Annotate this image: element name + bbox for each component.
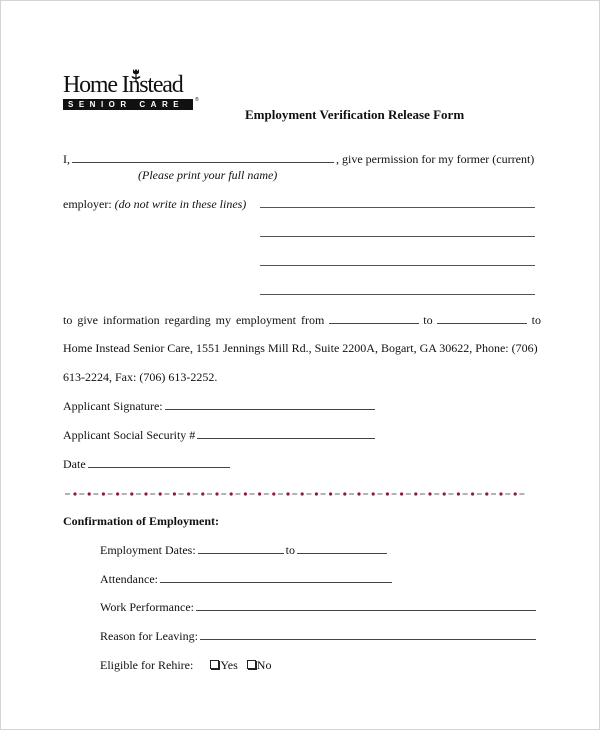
employment-dates-to-field[interactable]: [297, 543, 387, 554]
separator-dash: [406, 494, 411, 495]
rehire-no-checkbox[interactable]: [247, 660, 256, 669]
separator-dot: [372, 492, 375, 495]
attendance-label: Attendance:: [100, 572, 158, 586]
attendance-field[interactable]: [160, 572, 392, 583]
employment-to-field[interactable]: [437, 313, 527, 324]
separator-dot: [173, 492, 176, 495]
separator-dot: [514, 492, 517, 495]
name-suffix: , give permission for my former (current): [336, 152, 535, 166]
separator-dot: [144, 492, 147, 495]
employment-from-field[interactable]: [329, 313, 419, 324]
separator-dot: [499, 492, 502, 495]
reason-label: Reason for Leaving:: [100, 629, 198, 643]
separator-dash: [93, 494, 98, 495]
name-hint: (Please print your full name): [138, 168, 278, 182]
rehire-no-label: No: [256, 658, 272, 672]
separator-dash: [278, 494, 283, 495]
logo-subtitle: SENIOR CARE: [63, 99, 193, 110]
separator-dot: [315, 492, 318, 495]
separator-dot: [258, 492, 261, 495]
rehire-yes-checkbox[interactable]: [210, 660, 219, 669]
employment-dates-row: [100, 543, 389, 557]
separator-dash: [108, 494, 113, 495]
separator-dot: [159, 492, 162, 495]
separator-dot: [485, 492, 488, 495]
registered-mark: ®: [195, 97, 199, 103]
decorative-separator: [63, 491, 533, 497]
employment-to-text: to: [423, 313, 433, 327]
employer-label: employer:: [63, 197, 112, 211]
rehire-label: Eligible for Rehire:: [100, 658, 194, 672]
date-label: Date: [63, 457, 86, 471]
separator-dash: [420, 494, 425, 495]
separator-dash: [79, 494, 84, 495]
separator-dash: [179, 494, 184, 495]
rehire-yes-option[interactable]: [210, 658, 237, 672]
separator-dot: [471, 492, 474, 495]
employment-dates-label: Employment Dates:: [100, 543, 196, 557]
separator-dash: [221, 494, 226, 495]
employer-hint: (do not write in these lines): [114, 197, 247, 211]
separator-dash: [250, 494, 255, 495]
employer-line-2[interactable]: [260, 236, 535, 237]
separator-dot: [301, 492, 304, 495]
separator-dot: [329, 492, 332, 495]
separator-dot: [343, 492, 346, 495]
employment-to-text-2: to: [531, 313, 541, 327]
separator-dot: [428, 492, 431, 495]
separator-dash: [207, 494, 212, 495]
date-row: [63, 457, 232, 471]
employer-line-1[interactable]: [260, 207, 535, 208]
separator-dash: [335, 494, 340, 495]
separator-dash: [519, 494, 524, 495]
separator-dash: [164, 494, 169, 495]
separator-dot: [414, 492, 417, 495]
employer-label-row: [63, 197, 246, 211]
employer-line-4[interactable]: [260, 294, 535, 295]
home-instead-logo: [63, 69, 199, 113]
signature-row: [63, 399, 377, 413]
employer-line-3[interactable]: [260, 265, 535, 266]
separator-dash: [193, 494, 198, 495]
work-performance-label: Work Performance:: [100, 600, 194, 614]
separator-dot: [73, 492, 76, 495]
reason-field[interactable]: [200, 629, 536, 640]
employment-period-row: [63, 313, 541, 327]
separator-dot: [272, 492, 275, 495]
separator-dot: [386, 492, 389, 495]
attendance-row: [100, 572, 394, 586]
separator-dash: [122, 494, 127, 495]
separator-dash: [235, 494, 240, 495]
work-performance-row: [100, 600, 538, 614]
reason-row: [100, 629, 538, 643]
separator-dash: [392, 494, 397, 495]
ssn-label: Applicant Social Security #: [63, 428, 196, 442]
separator-dot: [88, 492, 91, 495]
separator-dot: [201, 492, 204, 495]
rehire-yes-label: Yes: [220, 658, 238, 672]
separator-dash: [505, 494, 510, 495]
employment-dates-to: to: [285, 543, 295, 557]
date-field[interactable]: [88, 457, 230, 468]
separator-dot: [187, 492, 190, 495]
name-prefix: I,: [63, 152, 70, 166]
separator-dash: [292, 494, 297, 495]
separator-dash: [349, 494, 354, 495]
signature-label: Applicant Signature:: [63, 399, 163, 413]
logo-brand-text: Home Instead: [63, 72, 183, 98]
separator-dash: [377, 494, 382, 495]
separator-dash: [150, 494, 155, 495]
work-performance-field[interactable]: [196, 600, 536, 611]
ssn-row: [63, 428, 377, 442]
confirmation-heading: Confirmation of Employment:: [63, 514, 219, 528]
ssn-field[interactable]: [197, 428, 375, 439]
rehire-no-option[interactable]: [247, 658, 272, 672]
separator-dash: [448, 494, 453, 495]
separator-dot: [443, 492, 446, 495]
separator-dot: [215, 492, 218, 495]
separator-dot: [286, 492, 289, 495]
separator-dash: [363, 494, 368, 495]
employment-dates-from-field[interactable]: [198, 543, 284, 554]
form-title: Employment Verification Release Form: [245, 107, 465, 122]
separator-dash: [264, 494, 269, 495]
rehire-row: [100, 658, 271, 672]
full-name-field[interactable]: [72, 152, 334, 163]
separator-dash: [306, 494, 311, 495]
separator-dash: [463, 494, 468, 495]
signature-field[interactable]: [165, 399, 375, 410]
separator-dash: [65, 494, 70, 495]
separator-dot: [244, 492, 247, 495]
employment-period-text: to give information regarding my employment from: [63, 313, 325, 327]
separator-dash: [136, 494, 141, 495]
separator-dot: [116, 492, 119, 495]
separator-dash: [321, 494, 326, 495]
separator-dot: [130, 492, 133, 495]
address-line-2: 613-2224, Fax: (706) 613-2252.: [63, 370, 218, 384]
separator-dot: [400, 492, 403, 495]
separator-dot: [102, 492, 105, 495]
name-line: [63, 152, 534, 166]
separator-dot: [457, 492, 460, 495]
separator-dash: [434, 494, 439, 495]
separator-dash: [477, 494, 482, 495]
address-line-1: Home Instead Senior Care, 1551 Jennings Mill Rd., Suite 2200A, Bogart, GA 30622, Phone: (706): [63, 341, 538, 355]
separator-dot: [230, 492, 233, 495]
separator-dash: [491, 494, 496, 495]
separator-dot: [357, 492, 360, 495]
